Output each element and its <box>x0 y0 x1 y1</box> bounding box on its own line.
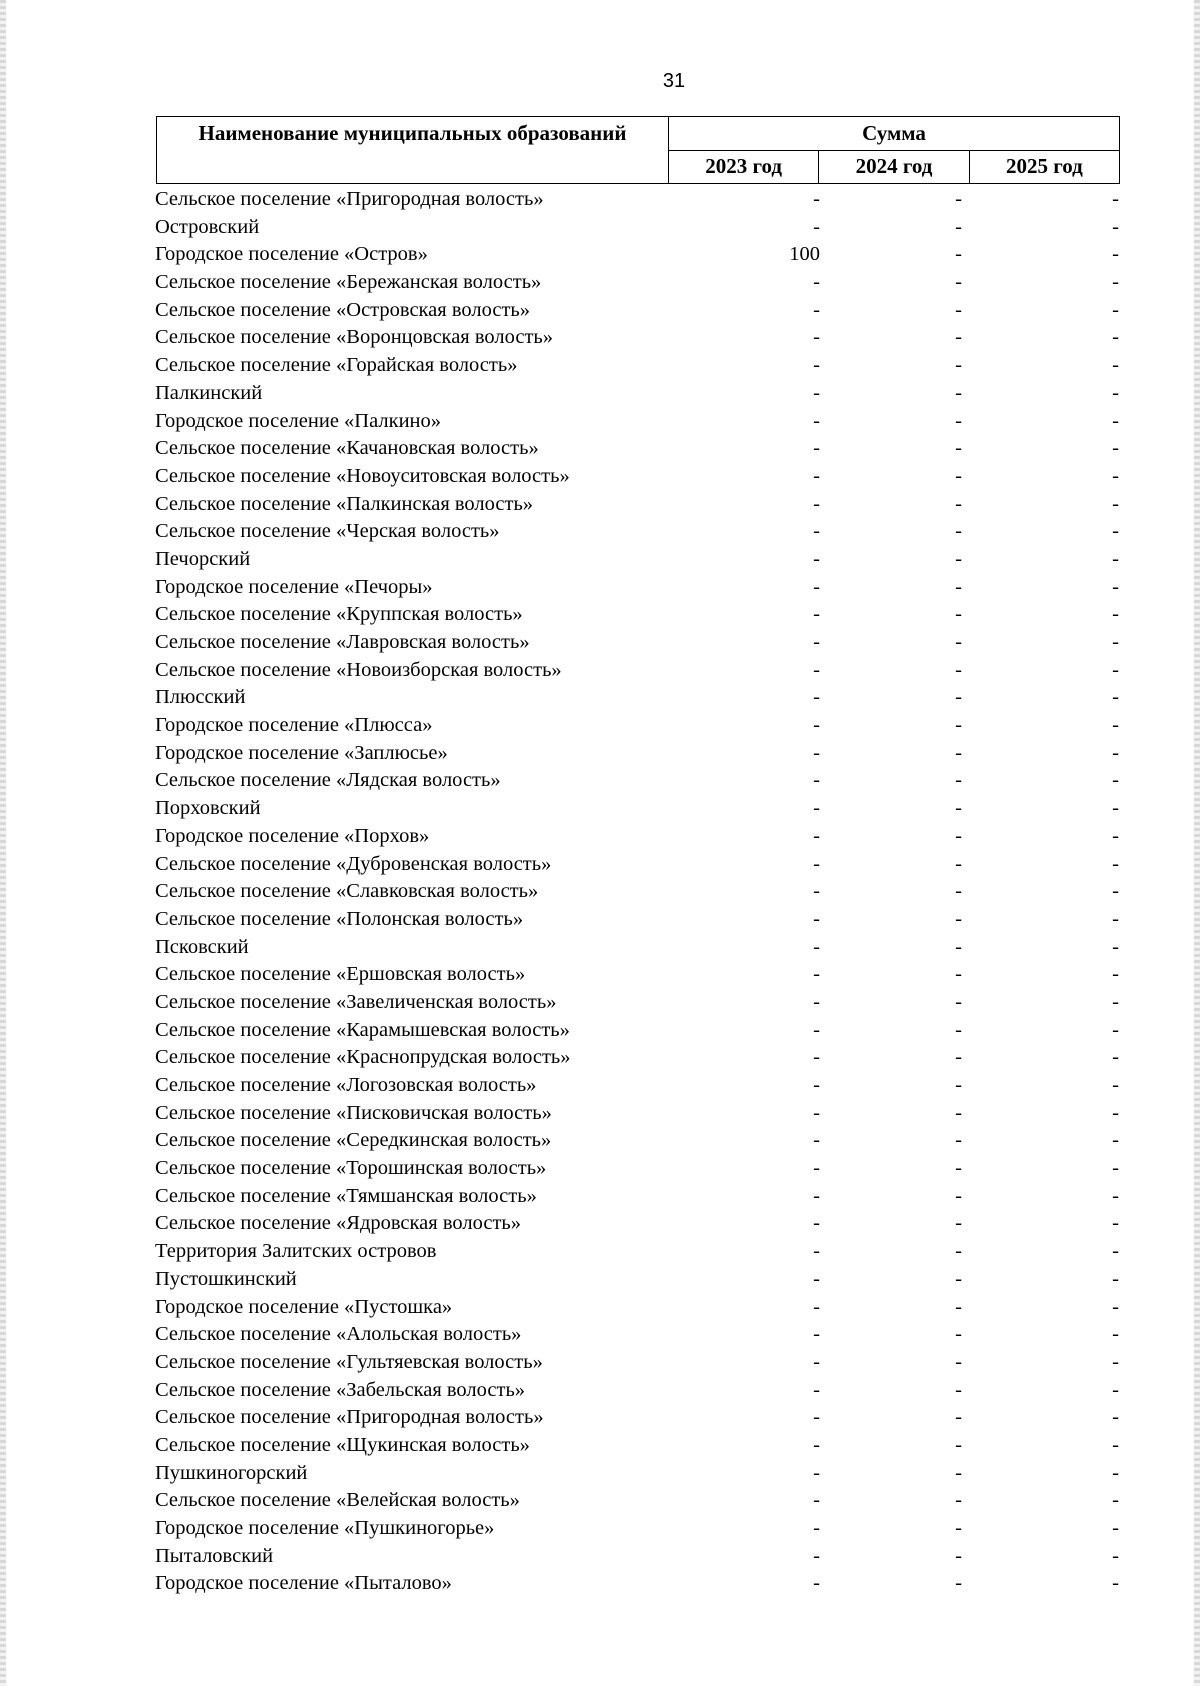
row-value-2023: - <box>813 797 820 820</box>
row-value-2024: - <box>955 1489 962 1512</box>
row-name: Сельское поселение «Дубровенская волость» <box>155 852 552 875</box>
row-value-2025: - <box>1112 215 1119 238</box>
row-name: Сельское поселение «Алольская волость» <box>155 1323 522 1346</box>
header-year-2025: 2025 год <box>969 150 1119 184</box>
table-row <box>156 934 1120 962</box>
row-value-2023: - <box>813 575 820 598</box>
row-value-2023: - <box>813 1295 820 1318</box>
row-value-2025: - <box>1112 741 1119 764</box>
row-value-2025: - <box>1112 1489 1119 1512</box>
row-value-2025: - <box>1112 990 1119 1013</box>
row-value-2024: - <box>955 686 962 709</box>
row-name: Сельское поселение «Логозовская волость» <box>155 1074 537 1096</box>
row-name: Сельское поселение «Краснопрудская волость» <box>155 1046 571 1069</box>
row-value-2025: - <box>1112 1212 1119 1235</box>
table-body <box>156 186 1120 1598</box>
row-value-2023: - <box>813 492 820 515</box>
row-value-2025: - <box>1112 797 1119 820</box>
row-value-2023: - <box>813 990 820 1013</box>
row-value-2024: - <box>955 1101 962 1124</box>
row-value-2025: - <box>1112 464 1119 487</box>
row-value-2024: - <box>955 575 962 598</box>
row-name: Пыталовский <box>155 1544 274 1567</box>
row-value-2025: - <box>1112 243 1119 266</box>
row-value-2025: - <box>1112 686 1119 709</box>
row-value-2024: - <box>955 1267 962 1290</box>
table-row <box>156 380 1120 408</box>
row-name: Сельское поселение «Завеличенская волость» <box>155 990 557 1013</box>
row-value-2024: - <box>955 1406 962 1429</box>
row-value-2023: - <box>813 1461 820 1484</box>
row-value-2024: - <box>955 1378 962 1401</box>
row-value-2025: - <box>1112 188 1119 210</box>
row-value-2025: - <box>1112 1406 1119 1429</box>
row-value-2025: - <box>1112 547 1119 570</box>
table-row <box>156 352 1120 380</box>
row-value-2024: - <box>955 963 962 986</box>
row-value-2024: - <box>955 1544 962 1567</box>
table-row <box>156 795 1120 823</box>
row-value-2024: - <box>955 1517 962 1539</box>
row-name: Городское поселение «Пыталово» <box>155 1572 452 1595</box>
row-value-2023: - <box>813 1406 820 1429</box>
row-value-2025: - <box>1112 824 1119 847</box>
row-name: Сельское поселение «Полонская волость» <box>155 907 524 930</box>
row-value-2025: - <box>1112 1517 1119 1539</box>
row-value-2024: - <box>955 1240 962 1263</box>
scan-edge-left <box>0 0 6 1686</box>
row-value-2024: - <box>955 492 962 515</box>
table-row <box>156 1432 1120 1460</box>
row-value-2025: - <box>1112 271 1119 294</box>
table-row <box>156 851 1120 879</box>
row-value-2024: - <box>955 520 962 543</box>
row-value-2024: - <box>955 1323 962 1346</box>
row-value-2023: - <box>813 464 820 487</box>
table-row <box>156 1515 1120 1543</box>
row-value-2023: - <box>813 1489 820 1512</box>
table-row <box>156 1377 1120 1405</box>
row-value-2025: - <box>1112 658 1119 681</box>
row-value-2025: - <box>1112 907 1119 930</box>
row-value-2025: - <box>1112 1018 1119 1041</box>
row-value-2024: - <box>955 852 962 875</box>
row-value-2025: - <box>1112 603 1119 626</box>
row-name: Сельское поселение «Торошинская волость» <box>155 1157 547 1180</box>
row-name: Сельское поселение «Пригородная волость» <box>155 188 544 210</box>
row-value-2023: - <box>813 852 820 875</box>
scan-edge-right <box>1194 0 1200 1686</box>
row-value-2023: - <box>813 769 820 792</box>
row-name: Пушкиногорский <box>155 1461 308 1484</box>
table-row <box>156 1294 1120 1322</box>
row-name: Сельское поселение «Тямшанская волость» <box>155 1184 537 1207</box>
row-name: Сельское поселение «Новоуситовская волость» <box>155 464 570 487</box>
row-value-2024: - <box>955 907 962 930</box>
row-value-2024: - <box>955 1350 962 1373</box>
table-row <box>156 1238 1120 1266</box>
row-name: Городское поселение «Пушкиногорье» <box>155 1517 495 1539</box>
row-value-2024: - <box>955 1074 962 1096</box>
row-name: Порховский <box>155 797 261 820</box>
row-value-2023: - <box>813 1267 820 1290</box>
row-value-2025: - <box>1112 935 1119 958</box>
row-value-2024: - <box>955 714 962 737</box>
row-name: Сельское поселение «Круппская волость» <box>155 603 523 626</box>
row-value-2024: - <box>955 1212 962 1235</box>
row-value-2025: - <box>1112 492 1119 515</box>
row-value-2024: - <box>955 990 962 1013</box>
row-value-2023: - <box>813 1018 820 1041</box>
row-value-2023: - <box>813 1212 820 1235</box>
row-value-2025: - <box>1112 381 1119 404</box>
row-value-2025: - <box>1112 1267 1119 1290</box>
row-value-2025: - <box>1112 1240 1119 1263</box>
row-value-2023: - <box>813 1129 820 1152</box>
row-value-2023: - <box>813 714 820 737</box>
table-row <box>156 989 1120 1017</box>
row-value-2023: - <box>813 1350 820 1373</box>
table-row <box>156 324 1120 352</box>
row-value-2024: - <box>955 381 962 404</box>
row-value-2024: - <box>955 658 962 681</box>
table-row <box>156 1044 1120 1072</box>
row-value-2024: - <box>955 1461 962 1484</box>
table-row <box>156 1349 1120 1377</box>
row-value-2023: - <box>813 381 820 404</box>
row-name: Сельское поселение «Черская волость» <box>155 520 500 543</box>
row-value-2024: - <box>955 1184 962 1207</box>
table-row <box>156 1210 1120 1238</box>
row-value-2025: - <box>1112 520 1119 543</box>
row-value-2025: - <box>1112 1184 1119 1207</box>
header-sum: Сумма <box>669 117 1120 151</box>
row-value-2023: - <box>813 1378 820 1401</box>
row-value-2025: - <box>1112 437 1119 460</box>
row-value-2025: - <box>1112 326 1119 349</box>
table-row <box>156 241 1120 269</box>
row-name: Территория Залитских островов <box>155 1240 437 1263</box>
row-value-2025: - <box>1112 880 1119 903</box>
row-value-2023: - <box>813 1572 820 1595</box>
table-row <box>156 1127 1120 1155</box>
row-name: Островский <box>155 215 260 238</box>
row-value-2024: - <box>955 1046 962 1069</box>
row-name: Городское поселение «Пустошка» <box>155 1295 453 1318</box>
row-value-2024: - <box>955 354 962 377</box>
row-name: Сельское поселение «Лавровская волость» <box>155 631 530 653</box>
row-value-2023: - <box>813 741 820 764</box>
row-value-2024: - <box>955 547 962 570</box>
table-row <box>156 1543 1120 1571</box>
row-value-2024: - <box>955 437 962 460</box>
row-value-2023: - <box>813 437 820 460</box>
row-value-2024: - <box>955 1572 962 1595</box>
row-value-2023: - <box>813 824 820 847</box>
row-value-2025: - <box>1112 1544 1119 1567</box>
table-row <box>156 1100 1120 1128</box>
page-number: 31 <box>662 70 686 92</box>
row-value-2025: - <box>1112 631 1119 653</box>
table-row <box>156 823 1120 851</box>
row-value-2024: - <box>955 326 962 349</box>
row-value-2024: - <box>955 409 962 432</box>
row-value-2025: - <box>1112 575 1119 598</box>
row-value-2025: - <box>1112 963 1119 986</box>
row-value-2023: - <box>813 603 820 626</box>
row-value-2023: - <box>813 631 820 653</box>
table-row <box>156 297 1120 325</box>
table-row <box>156 601 1120 629</box>
row-name: Сельское поселение «Воронцовская волость» <box>155 326 554 349</box>
row-value-2023: - <box>813 520 820 543</box>
row-value-2023: - <box>813 409 820 432</box>
row-value-2023: - <box>813 326 820 349</box>
row-value-2023: 100 <box>789 243 820 266</box>
row-value-2023: - <box>813 188 820 210</box>
row-value-2025: - <box>1112 769 1119 792</box>
row-value-2025: - <box>1112 1433 1119 1456</box>
row-value-2024: - <box>955 769 962 792</box>
row-name: Сельское поселение «Ядровская волость» <box>155 1212 521 1235</box>
table-row <box>156 269 1120 297</box>
row-value-2024: - <box>955 271 962 294</box>
row-value-2025: - <box>1112 1378 1119 1401</box>
row-value-2024: - <box>955 1129 962 1152</box>
header-year-2023: 2023 год <box>669 150 819 184</box>
row-name: Псковский <box>155 935 249 958</box>
row-value-2024: - <box>955 631 962 653</box>
row-value-2023: - <box>813 1517 820 1539</box>
row-name: Сельское поселение «Карамышевская волость» <box>155 1018 570 1041</box>
table-row <box>156 491 1120 519</box>
row-value-2024: - <box>955 1157 962 1180</box>
row-value-2023: - <box>813 963 820 986</box>
table-header <box>156 116 1120 184</box>
row-value-2023: - <box>813 1184 820 1207</box>
row-value-2023: - <box>813 1101 820 1124</box>
table-row <box>156 1404 1120 1432</box>
row-name: Сельское поселение «Ершовская волость» <box>155 963 526 986</box>
table-row <box>156 546 1120 574</box>
row-value-2024: - <box>955 880 962 903</box>
row-value-2024: - <box>955 824 962 847</box>
row-value-2023: - <box>813 547 820 570</box>
row-value-2023: - <box>813 298 820 321</box>
row-value-2025: - <box>1112 1157 1119 1180</box>
table-row <box>156 1266 1120 1294</box>
table-row <box>156 186 1120 214</box>
row-value-2025: - <box>1112 1461 1119 1484</box>
header-year-2024: 2024 год <box>819 150 969 184</box>
row-name: Палкинский <box>155 381 263 404</box>
row-value-2023: - <box>813 880 820 903</box>
table-row <box>156 740 1120 768</box>
row-name: Сельское поселение «Писковичская волость» <box>155 1101 552 1124</box>
header-name: Наименование муниципальных образований <box>157 117 669 184</box>
row-name: Пустошкинский <box>155 1267 297 1290</box>
row-value-2024: - <box>955 188 962 210</box>
row-value-2024: - <box>955 464 962 487</box>
row-name: Сельское поселение «Забельская волость» <box>155 1378 526 1401</box>
table-row <box>156 408 1120 436</box>
row-value-2023: - <box>813 354 820 377</box>
table-row <box>156 1460 1120 1488</box>
row-value-2024: - <box>955 1433 962 1456</box>
table-row <box>156 629 1120 657</box>
row-value-2023: - <box>813 215 820 238</box>
row-value-2024: - <box>955 1018 962 1041</box>
row-value-2024: - <box>955 797 962 820</box>
row-value-2023: - <box>813 1433 820 1456</box>
row-value-2023: - <box>813 1157 820 1180</box>
row-name: Сельское поселение «Палкинская волость» <box>155 492 534 515</box>
table-row <box>156 657 1120 685</box>
row-name: Сельское поселение «Середкинская волость» <box>155 1129 552 1152</box>
row-value-2023: - <box>813 907 820 930</box>
table-row <box>156 1155 1120 1183</box>
row-name: Сельское поселение «Щукинская волость» <box>155 1433 530 1456</box>
row-name: Сельское поселение «Гультяевская волость» <box>155 1350 543 1373</box>
row-name: Городское поселение «Остров» <box>155 243 428 266</box>
row-value-2023: - <box>813 1074 820 1096</box>
row-name: Сельское поселение «Бережанская волость» <box>155 271 542 294</box>
row-value-2023: - <box>813 658 820 681</box>
row-name: Городское поселение «Палкино» <box>155 409 442 432</box>
row-value-2025: - <box>1112 1101 1119 1124</box>
table-row <box>156 684 1120 712</box>
table-row <box>156 712 1120 740</box>
row-name: Сельское поселение «Велейская волость» <box>155 1489 520 1512</box>
row-value-2025: - <box>1112 1572 1119 1595</box>
row-value-2023: - <box>813 1240 820 1263</box>
row-value-2025: - <box>1112 1295 1119 1318</box>
row-value-2025: - <box>1112 1074 1119 1096</box>
row-value-2025: - <box>1112 1129 1119 1152</box>
row-value-2025: - <box>1112 298 1119 321</box>
budget-table <box>156 116 1120 1598</box>
row-value-2025: - <box>1112 714 1119 737</box>
row-value-2024: - <box>955 298 962 321</box>
row-name: Сельское поселение «Качановская волость» <box>155 437 539 460</box>
row-value-2025: - <box>1112 354 1119 377</box>
table-row <box>156 435 1120 463</box>
row-value-2025: - <box>1112 409 1119 432</box>
row-name: Городское поселение «Порхов» <box>155 824 430 847</box>
row-name: Городское поселение «Плюсса» <box>155 714 433 737</box>
row-name: Сельское поселение «Островская волость» <box>155 298 531 321</box>
table-row <box>156 961 1120 989</box>
row-name: Печорский <box>155 547 251 570</box>
table-row <box>156 767 1120 795</box>
row-name: Сельское поселение «Пригородная волость» <box>155 1406 544 1429</box>
row-value-2024: - <box>955 215 962 238</box>
table-row <box>156 574 1120 602</box>
table-row <box>156 1183 1120 1211</box>
row-name: Городское поселение «Заплюсье» <box>155 741 448 764</box>
row-name: Городское поселение «Печоры» <box>155 575 433 598</box>
row-value-2023: - <box>813 1046 820 1069</box>
row-value-2023: - <box>813 935 820 958</box>
row-value-2025: - <box>1112 852 1119 875</box>
table-row <box>156 906 1120 934</box>
row-value-2025: - <box>1112 1350 1119 1373</box>
table-row <box>156 878 1120 906</box>
row-name: Сельское поселение «Лядская волость» <box>155 769 501 792</box>
table-row <box>156 463 1120 491</box>
row-value-2025: - <box>1112 1046 1119 1069</box>
row-value-2023: - <box>813 686 820 709</box>
row-value-2024: - <box>955 741 962 764</box>
row-name: Сельское поселение «Горайская волость» <box>155 354 518 377</box>
row-value-2024: - <box>955 243 962 266</box>
row-name: Плюсский <box>155 686 246 709</box>
table-row <box>156 1570 1120 1598</box>
row-value-2024: - <box>955 1295 962 1318</box>
table-row <box>156 1072 1120 1100</box>
table-row <box>156 1017 1120 1045</box>
table-row <box>156 518 1120 546</box>
table-row <box>156 214 1120 242</box>
row-value-2023: - <box>813 1323 820 1346</box>
row-name: Сельское поселение «Новоизборская волость» <box>155 658 562 681</box>
table-row <box>156 1487 1120 1515</box>
row-value-2024: - <box>955 603 962 626</box>
row-value-2023: - <box>813 271 820 294</box>
row-name: Сельское поселение «Славковская волость» <box>155 880 539 903</box>
table-row <box>156 1321 1120 1349</box>
row-value-2024: - <box>955 935 962 958</box>
row-value-2025: - <box>1112 1323 1119 1346</box>
row-value-2023: - <box>813 1544 820 1567</box>
